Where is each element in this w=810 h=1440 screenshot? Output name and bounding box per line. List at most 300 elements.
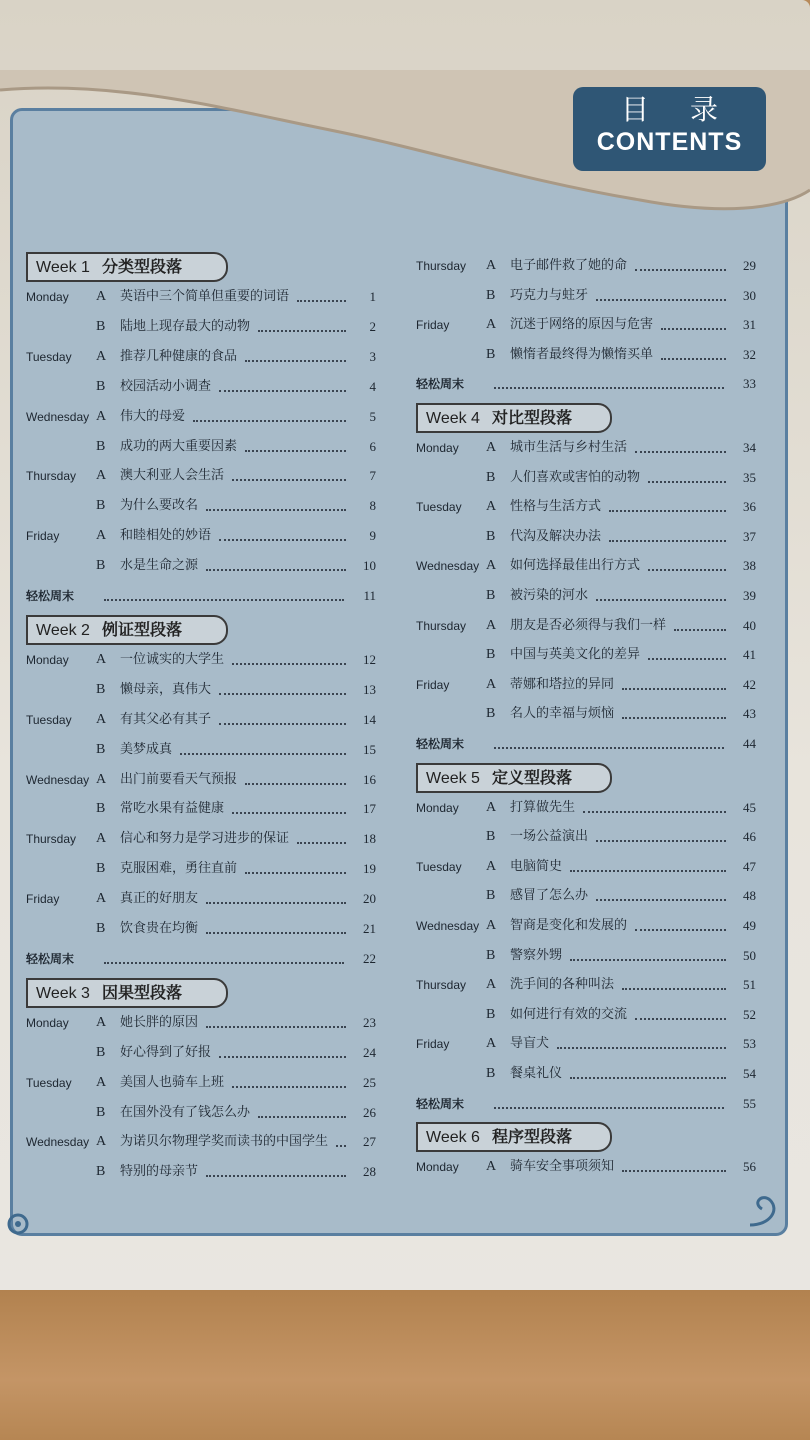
dot-leader	[609, 496, 726, 512]
week-type: 对比型段落	[491, 408, 572, 427]
page-number: 2	[369, 318, 376, 334]
item-title: 懒母亲，真伟大	[120, 681, 212, 697]
dot-leader	[622, 674, 726, 690]
toc-row	[26, 709, 380, 731]
toc-row	[416, 1156, 760, 1178]
item-letter: B	[96, 378, 106, 394]
item-title: 巧克力与蛀牙	[510, 287, 589, 303]
item-letter: B	[96, 318, 106, 334]
item-title: 美梦成真	[120, 741, 173, 757]
toc-row	[416, 1063, 760, 1085]
weekend-label: 轻松周末	[416, 377, 465, 392]
week-header	[26, 978, 228, 1008]
dot-leader	[596, 585, 726, 601]
item-letter: A	[96, 831, 107, 847]
page-number: 44	[743, 736, 756, 751]
item-letter: B	[96, 801, 106, 817]
toc-row	[416, 856, 760, 878]
item-letter: B	[486, 528, 496, 544]
dot-leader	[570, 856, 726, 872]
toc-row	[416, 255, 760, 277]
dot-leader	[622, 974, 726, 990]
item-letter: B	[486, 888, 496, 904]
week-header	[26, 252, 228, 282]
toc-row	[416, 1033, 760, 1055]
corner-swirl-right-icon	[740, 1185, 790, 1235]
item-title: 真正的好朋友	[120, 891, 199, 907]
item-title: 成功的两大重要因素	[120, 438, 238, 454]
item-title: 信心和努力是学习进步的保证	[120, 831, 290, 847]
item-title: 水是生命之源	[120, 558, 199, 574]
toc-row	[26, 316, 380, 338]
dot-leader	[609, 526, 726, 542]
item-letter: A	[96, 711, 107, 727]
item-letter: B	[96, 558, 106, 574]
page-number: 40	[743, 617, 756, 633]
toc-row	[416, 344, 760, 366]
page-number: 3	[369, 348, 376, 364]
dot-leader	[219, 376, 346, 392]
day-label: Monday	[416, 800, 459, 815]
day-label: Wednesday	[416, 919, 480, 933]
dot-leader	[635, 1004, 726, 1020]
page-number: 11	[363, 588, 376, 603]
item-letter: A	[486, 317, 497, 333]
dot-leader	[570, 1063, 726, 1079]
day-label: Wednesday	[26, 409, 90, 424]
page-number: 18	[363, 831, 376, 847]
day-label: Monday	[416, 1160, 459, 1175]
week-label: Week 5	[426, 769, 480, 787]
toc-row	[26, 1161, 380, 1183]
day-label: Monday	[26, 1015, 69, 1030]
dot-leader	[206, 888, 346, 904]
page-number: 53	[743, 1036, 756, 1052]
day-label: Thursday	[416, 978, 467, 993]
page-number: 22	[363, 950, 376, 966]
toc-row	[26, 406, 380, 428]
week-header	[416, 763, 612, 793]
toc-row	[416, 285, 760, 307]
page-number: 33	[743, 376, 756, 392]
week-type: 例证型段落	[101, 619, 182, 639]
page-number: 28	[363, 1164, 376, 1180]
day-label: Tuesday	[416, 859, 462, 874]
toc-row	[416, 526, 760, 548]
item-title: 和睦相处的妙语	[120, 528, 212, 544]
dot-leader	[245, 346, 346, 362]
weekend-row	[26, 948, 380, 970]
item-letter: A	[96, 1134, 107, 1150]
item-title: 一位诚实的大学生	[120, 651, 225, 667]
item-title: 洗手间的各种叫法	[510, 977, 615, 993]
dot-leader	[622, 1156, 726, 1172]
toc-row	[416, 644, 760, 666]
item-title: 人们喜欢或害怕的动物	[510, 469, 641, 485]
dot-leader	[232, 649, 346, 665]
item-letter: B	[486, 947, 496, 963]
page-number: 43	[743, 706, 756, 722]
day-label: Monday	[26, 290, 69, 304]
item-letter: B	[96, 1164, 106, 1180]
item-title: 如何选择最佳出行方式	[510, 558, 641, 574]
page-number: 24	[363, 1044, 376, 1060]
weekend-row	[26, 585, 380, 607]
toc-row	[26, 1042, 380, 1064]
dot-leader	[180, 739, 346, 755]
page-number: 54	[743, 1066, 756, 1081]
item-title: 校园活动小调查	[120, 378, 212, 394]
page-number: 55	[743, 1095, 756, 1111]
item-title: 性格与生活方式	[510, 499, 602, 515]
page-number: 47	[743, 858, 756, 874]
page-number: 4	[369, 378, 376, 394]
dot-leader	[219, 679, 346, 695]
dot-leader	[104, 585, 344, 601]
page-number: 49	[743, 918, 756, 933]
toc-row	[26, 555, 380, 577]
page-number: 6	[369, 438, 376, 454]
item-letter: A	[96, 289, 107, 304]
item-title: 好心得到了好报	[120, 1044, 212, 1060]
day-label: Thursday	[416, 259, 467, 273]
item-title: 蒂娜和塔拉的异同	[510, 676, 615, 692]
dot-leader	[193, 406, 346, 422]
page-number: 48	[743, 888, 756, 904]
day-label: Thursday	[26, 832, 77, 847]
toc-row	[416, 314, 760, 336]
dot-leader	[104, 948, 344, 964]
day-label: Friday	[26, 892, 60, 907]
page-number: 25	[363, 1074, 376, 1090]
item-letter: A	[486, 1159, 497, 1175]
item-title: 伟大的母爱	[120, 408, 186, 424]
item-title: 电脑简史	[510, 858, 563, 874]
dot-leader	[258, 1102, 346, 1118]
page-number: 34	[743, 440, 756, 455]
item-title: 朋友是否必须得与我们一样	[510, 617, 667, 633]
page-number: 15	[363, 741, 376, 757]
toc-row	[416, 496, 760, 518]
toc-row	[26, 888, 380, 910]
item-letter: A	[486, 918, 497, 933]
toc-row	[26, 436, 380, 458]
item-letter: A	[486, 499, 497, 515]
page-number: 16	[363, 771, 376, 787]
week-type: 分类型段落	[101, 257, 182, 276]
page-number: 36	[743, 499, 756, 515]
day-label: Friday	[26, 529, 60, 544]
weekend-label: 轻松周末	[26, 589, 75, 603]
item-letter: A	[96, 651, 107, 667]
corner-swirl-left-icon	[4, 1208, 44, 1244]
page-number: 31	[743, 317, 756, 333]
item-title: 陆地上现存最大的动物	[120, 318, 251, 334]
item-title: 为什么要改名	[120, 498, 199, 514]
dot-leader	[494, 733, 724, 749]
toc-row	[416, 437, 760, 459]
week-header	[416, 1122, 612, 1152]
page-number: 27	[363, 1134, 376, 1150]
page-number: 46	[743, 829, 756, 845]
toc-row	[26, 376, 380, 398]
item-letter: A	[96, 1074, 107, 1090]
toc-row	[416, 467, 760, 489]
dot-leader	[232, 1072, 346, 1088]
toc-row	[416, 826, 760, 848]
dot-leader	[206, 495, 346, 511]
item-letter: A	[486, 258, 497, 273]
toc-row	[416, 974, 760, 996]
page-number: 39	[743, 588, 756, 603]
toc-row	[26, 769, 380, 791]
dot-leader	[596, 826, 726, 842]
dot-leader	[219, 1042, 346, 1058]
item-letter: B	[96, 681, 106, 697]
item-letter: A	[486, 1036, 497, 1052]
toc-row	[26, 1102, 380, 1124]
toc-row	[416, 915, 760, 937]
dot-leader	[583, 797, 726, 813]
dot-leader	[206, 1012, 346, 1028]
toc-row	[26, 1012, 380, 1034]
item-letter: B	[96, 1104, 106, 1120]
dot-leader	[232, 798, 346, 814]
toc-row	[26, 495, 380, 517]
item-title: 出门前要看天气预报	[120, 771, 238, 787]
page-number: 12	[363, 651, 376, 667]
header-title-en: CONTENTS	[596, 128, 743, 156]
dot-leader	[297, 828, 346, 844]
toc-row	[26, 798, 380, 820]
week-type: 因果型段落	[101, 982, 182, 1002]
toc-row	[416, 945, 760, 967]
item-title: 澳大利亚人会生活	[120, 468, 225, 484]
toc-row	[416, 555, 760, 577]
weekend-row	[416, 733, 760, 755]
item-letter: B	[96, 741, 106, 757]
toc-row	[26, 828, 380, 850]
page-number: 1	[369, 289, 376, 304]
item-letter: B	[96, 861, 106, 877]
dot-leader	[297, 286, 346, 302]
item-title: 警察外甥	[510, 947, 563, 963]
toc-row	[26, 1072, 380, 1094]
weekend-label: 轻松周末	[416, 1096, 465, 1111]
page-number: 38	[743, 558, 756, 574]
page-number: 19	[363, 861, 376, 877]
item-title: 特别的母亲节	[120, 1164, 199, 1180]
item-letter: A	[486, 558, 497, 574]
item-letter: A	[486, 676, 497, 692]
item-letter: B	[486, 588, 496, 603]
page-number: 50	[743, 947, 756, 963]
item-title: 英语中三个简单但重要的词语	[120, 289, 290, 304]
page-number: 13	[363, 681, 376, 697]
item-letter: A	[486, 977, 497, 993]
dot-leader	[648, 467, 726, 483]
weekend-row	[416, 373, 760, 395]
dot-leader	[494, 1093, 724, 1109]
dot-leader	[336, 1131, 346, 1147]
item-title: 懒惰者最终得为懒惰买单	[510, 346, 654, 362]
page-number: 41	[743, 647, 756, 663]
item-letter: A	[96, 348, 107, 364]
item-title: 中国与英美文化的差异	[510, 647, 641, 663]
toc-row	[416, 585, 760, 607]
item-letter: B	[96, 438, 106, 454]
day-label: Friday	[416, 1037, 450, 1052]
item-title: 一场公益演出	[510, 829, 589, 845]
page-number: 45	[743, 799, 756, 815]
toc-row	[26, 346, 380, 368]
item-letter: B	[486, 706, 496, 722]
toc-row	[26, 649, 380, 671]
item-title: 城市生活与乡村生活	[510, 440, 628, 455]
weekend-label: 轻松周末	[416, 737, 465, 751]
week-header	[416, 403, 612, 433]
dot-leader	[635, 437, 726, 453]
week-label: Week 1	[36, 259, 90, 276]
item-letter: A	[96, 891, 107, 907]
week-label: Week 4	[426, 410, 480, 427]
item-letter: B	[486, 287, 496, 303]
page-number: 52	[743, 1006, 756, 1022]
item-title: 推荐几种健康的食品	[120, 348, 238, 364]
toc-row	[26, 679, 380, 701]
day-label: Thursday	[26, 469, 77, 484]
week-label: Week 2	[36, 621, 90, 639]
dot-leader	[622, 703, 726, 719]
dot-leader	[219, 709, 346, 725]
item-title: 名人的幸福与烦恼	[510, 706, 615, 722]
dot-leader	[258, 316, 346, 332]
toc-row	[26, 465, 380, 487]
item-letter: A	[96, 771, 107, 787]
item-title: 克服困难，勇往直前	[120, 861, 238, 877]
item-letter: A	[486, 799, 497, 815]
weekend-row	[416, 1093, 760, 1115]
item-letter: A	[486, 858, 497, 874]
dot-leader	[232, 465, 346, 481]
dot-leader	[635, 915, 726, 931]
dot-leader	[661, 314, 726, 330]
toc-row	[26, 739, 380, 761]
page-number: 8	[369, 498, 376, 514]
item-title: 智商是变化和发展的	[510, 918, 628, 933]
page-number: 10	[363, 558, 376, 574]
item-title: 在国外没有了钱怎么办	[120, 1104, 251, 1120]
page-number: 20	[363, 891, 376, 907]
day-label: Wednesday	[26, 772, 90, 787]
item-letter: A	[486, 617, 497, 633]
day-label: Tuesday	[26, 712, 72, 727]
toc-row	[26, 286, 380, 308]
toc-row	[416, 797, 760, 819]
day-label: Monday	[26, 652, 69, 667]
page-number: 14	[363, 711, 376, 727]
page-number: 30	[743, 287, 756, 303]
item-letter: A	[96, 528, 107, 544]
item-title: 美国人也骑车上班	[120, 1074, 225, 1090]
toc-row	[416, 885, 760, 907]
item-title: 为诺贝尔物理学奖而读书的中国学生	[120, 1134, 329, 1150]
toc-row	[26, 525, 380, 547]
dot-leader	[206, 1161, 346, 1177]
item-title: 餐桌礼仪	[510, 1066, 563, 1081]
item-letter: B	[486, 346, 496, 362]
page-number: 56	[743, 1159, 756, 1175]
week-type: 定义型段落	[491, 767, 572, 787]
page-number: 32	[743, 346, 756, 362]
dot-leader	[494, 373, 724, 389]
page-number: 51	[743, 977, 756, 993]
dot-leader	[206, 918, 346, 934]
item-title: 被污染的河水	[510, 588, 589, 603]
item-title: 感冒了怎么办	[510, 888, 589, 904]
item-letter: A	[486, 440, 497, 455]
page-number: 37	[743, 528, 756, 544]
item-letter: B	[486, 469, 496, 485]
header-title-cn: 目 录	[621, 93, 734, 126]
item-letter: A	[96, 408, 107, 424]
dot-leader	[570, 945, 726, 961]
dot-leader	[648, 644, 726, 660]
page-number: 42	[743, 676, 756, 692]
item-title: 打算做先生	[510, 799, 576, 815]
week-header	[26, 615, 228, 645]
item-letter: B	[96, 921, 106, 936]
page-number: 35	[743, 469, 756, 485]
item-letter: A	[96, 1014, 107, 1030]
item-title: 如何进行有效的交流	[510, 1006, 628, 1022]
week-label: Week 6	[426, 1129, 480, 1147]
day-label: Friday	[416, 318, 450, 333]
week-type: 程序型段落	[491, 1127, 572, 1147]
page-number: 23	[363, 1014, 376, 1030]
page-number: 29	[743, 258, 756, 273]
week-label: Week 3	[36, 984, 90, 1002]
toc-row	[416, 703, 760, 725]
dot-leader	[245, 436, 346, 452]
page-number: 21	[363, 921, 376, 936]
toc-row	[416, 1004, 760, 1026]
item-letter: B	[486, 1066, 496, 1081]
day-label: Tuesday	[416, 500, 462, 515]
item-letter: B	[486, 829, 496, 845]
page-number: 7	[369, 468, 376, 484]
dot-leader	[219, 525, 346, 541]
page-number: 9	[369, 528, 376, 544]
dot-leader	[635, 255, 726, 271]
dot-leader	[557, 1033, 726, 1049]
table-surface	[0, 1290, 810, 1440]
item-title: 骑车安全事项须知	[510, 1159, 615, 1175]
item-title: 她长胖的原因	[120, 1014, 199, 1030]
page-number: 5	[369, 408, 376, 424]
dot-leader	[245, 858, 346, 874]
toc-row	[26, 918, 380, 940]
dot-leader	[661, 344, 726, 360]
item-letter: B	[96, 1044, 106, 1060]
dot-leader	[245, 769, 346, 785]
item-letter: A	[96, 468, 107, 484]
day-label: Wednesday	[26, 1135, 90, 1150]
toc-row	[416, 674, 760, 696]
toc-row	[416, 615, 760, 637]
item-title: 导盲犬	[510, 1036, 550, 1052]
dot-leader	[596, 285, 726, 301]
